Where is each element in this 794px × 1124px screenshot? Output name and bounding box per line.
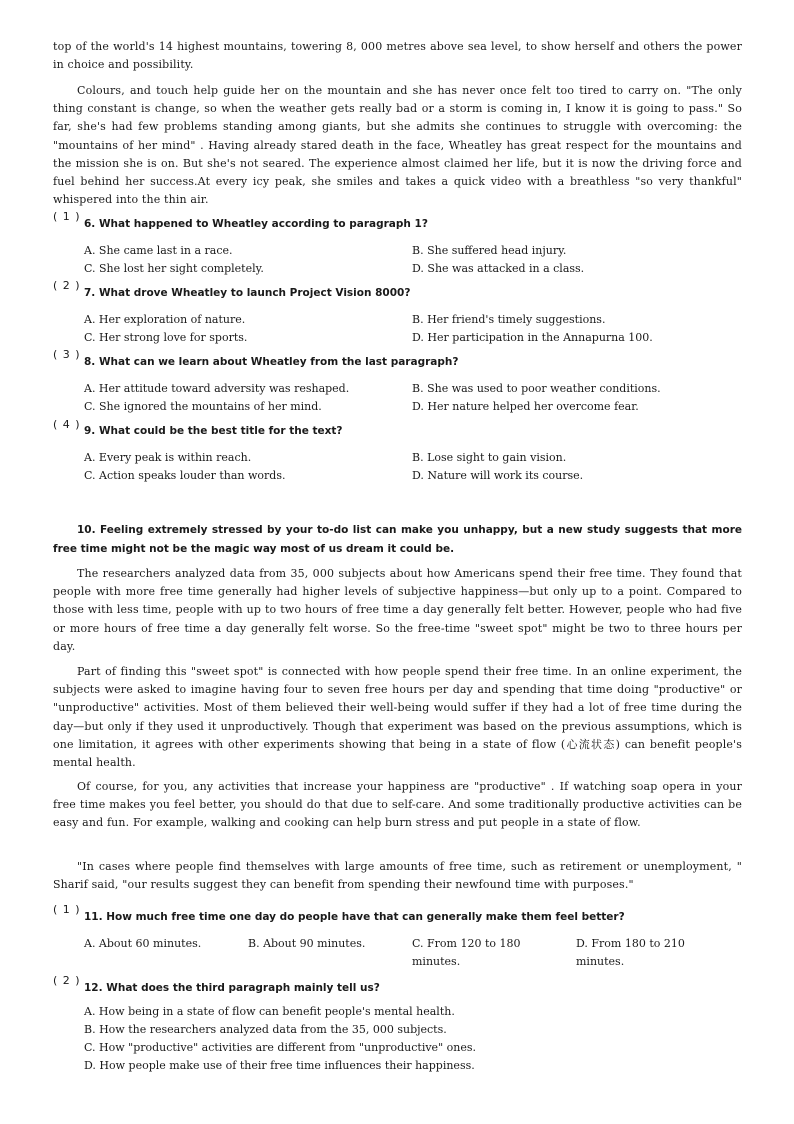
- question-6-option-d[interactable]: D. She was attacked in a class.: [412, 262, 585, 275]
- passage2-paragraph-2: Part of finding this "sweet spot" is connected with how people spend their free time. In an online experiment, the subjects were asked to imagine having four to seven free hours per day and spending that time doing "productive" or "unproductive" activities. Most of them believed their well-being would suffer if they had a lot of free time during the day—but only if they used it unproductively. Though that experiment was based on the previous assumptions, which is one limitation, it agrees with other experiments showing that being in a state of flow (心流状态) can benefit people's mental health.: [53, 665, 742, 770]
- question-7-option-d[interactable]: D. Her participation in the Annapurna 100.: [412, 331, 653, 344]
- question-12-option-d[interactable]: D. How people make use of their free time influences their happiness.: [84, 1059, 475, 1072]
- question-6-option-a[interactable]: A. She came last in a race.: [84, 244, 233, 257]
- question-6-text: 6. What happened to Wheatley according to paragraph 1?: [84, 218, 428, 230]
- question-9-option-d[interactable]: D. Nature will work its course.: [412, 469, 584, 482]
- question-11-text: 11. How much free time one day do people have that can generally make them feel better?: [84, 911, 625, 923]
- question-9-option-b[interactable]: B. Lose sight to gain vision.: [412, 451, 567, 464]
- question-11-option-c[interactable]: C. From 120 to 180 minutes.: [412, 937, 521, 968]
- question-9-option-c[interactable]: C. Action speaks louder than words.: [84, 469, 286, 482]
- question-11-option-a[interactable]: A. About 60 minutes.: [84, 937, 202, 950]
- passage1-paragraph-last: Colours, and touch help guide her on the mountain and she has never once felt too tired to carry on. "The only thing constant is change, so when the weather gets really bad or a storm is coming in, I know it is going to pass." So far, she's had few problems standing among giants, but she admits she continues to struggle with overcoming: the "mountains of her mind" . Having already stared death in the face, Wheatley has great respect for the mountains and the mission she is on. But she's not seared. The experience almost claimed her life, but it is now the driving force and fuel behind her success.At every icy peak, she smiles and takes a quick video with a breathless "so very thankful" whispered into the thin air.: [53, 84, 742, 207]
- question-6-option-c[interactable]: C. She lost her sight completely.: [84, 262, 264, 275]
- question-number: ( 4 ): [53, 418, 81, 431]
- question-8-text: 8. What can we learn about Wheatley from the last paragraph?: [84, 356, 459, 368]
- question-9-option-a[interactable]: A. Every peak is within reach.: [84, 451, 252, 464]
- question-number: ( 1 ): [53, 903, 81, 916]
- question-12-text: 12. What does the third paragraph mainly tell us?: [84, 982, 380, 994]
- question-7-text: 7. What drove Wheatley to launch Project Vision 8000?: [84, 287, 411, 299]
- question-8-option-b[interactable]: B. She was used to poor weather conditions.: [412, 382, 661, 395]
- passage2-paragraph-3: Of course, for you, any activities that increase your happiness are "productive" . If watching soap opera in your free time makes you feel better, you should do that due to self-care. And some traditionally productive activities can be easy and fun. For example, walking and cooking can help burn stress and put people in a state of flow.: [53, 780, 742, 830]
- passage2-paragraph-1: The researchers analyzed data from 35, 000 subjects about how Americans spend their free time. They found that people with more free time generally had higher levels of subjective happiness—but only up to a point. Compared to those with less time, people with up to two hours of free time a day generally felt better. However, people who had five or more hours of free time a day generally felt worse. So the free-time "sweet spot" might be two to three hours per day.: [53, 567, 742, 653]
- question-12-option-c[interactable]: C. How "productive" activities are different from "unproductive" ones.: [84, 1041, 476, 1054]
- question-8-option-c[interactable]: C. She ignored the mountains of her mind.: [84, 400, 322, 413]
- question-6-option-b[interactable]: B. She suffered head injury.: [412, 244, 567, 257]
- passage2-heading: 10. Feeling extremely stressed by your to-do list can make you unhappy, but a new study suggests that more free time might not be the magic way most of us dream it could be.: [53, 524, 742, 555]
- question-12-option-a[interactable]: A. How being in a state of flow can benefit people's mental health.: [84, 1005, 455, 1018]
- question-number: ( 3 ): [53, 348, 81, 361]
- passage1-paragraph-end: top of the world's 14 highest mountains, towering 8, 000 metres above sea level, to show herself and others the power in choice and possibility.: [53, 40, 742, 72]
- question-number: ( 2 ): [53, 974, 81, 987]
- question-9-text: 9. What could be the best title for the text?: [84, 425, 343, 437]
- question-7-option-c[interactable]: C. Her strong love for sports.: [84, 331, 248, 344]
- question-11-option-b[interactable]: B. About 90 minutes.: [248, 937, 366, 950]
- passage2-paragraph-4: "In cases where people find themselves with large amounts of free time, such as retirement or unemployment, " Sharif said, "our results suggest they can benefit from spending their newfound time with purposes.": [53, 860, 742, 892]
- question-8-option-a[interactable]: A. Her attitude toward adversity was reshaped.: [84, 382, 350, 395]
- question-7-option-b[interactable]: B. Her friend's timely suggestions.: [412, 313, 606, 326]
- question-number: ( 2 ): [53, 279, 81, 292]
- question-7-option-a[interactable]: A. Her exploration of nature.: [84, 313, 246, 326]
- question-12-option-b[interactable]: B. How the researchers analyzed data from the 35, 000 subjects.: [84, 1023, 447, 1036]
- question-number: ( 1 ): [53, 210, 81, 223]
- question-11-option-d[interactable]: D. From 180 to 210 minutes.: [576, 937, 685, 968]
- question-8-option-d[interactable]: D. Her nature helped her overcome fear.: [412, 400, 639, 413]
